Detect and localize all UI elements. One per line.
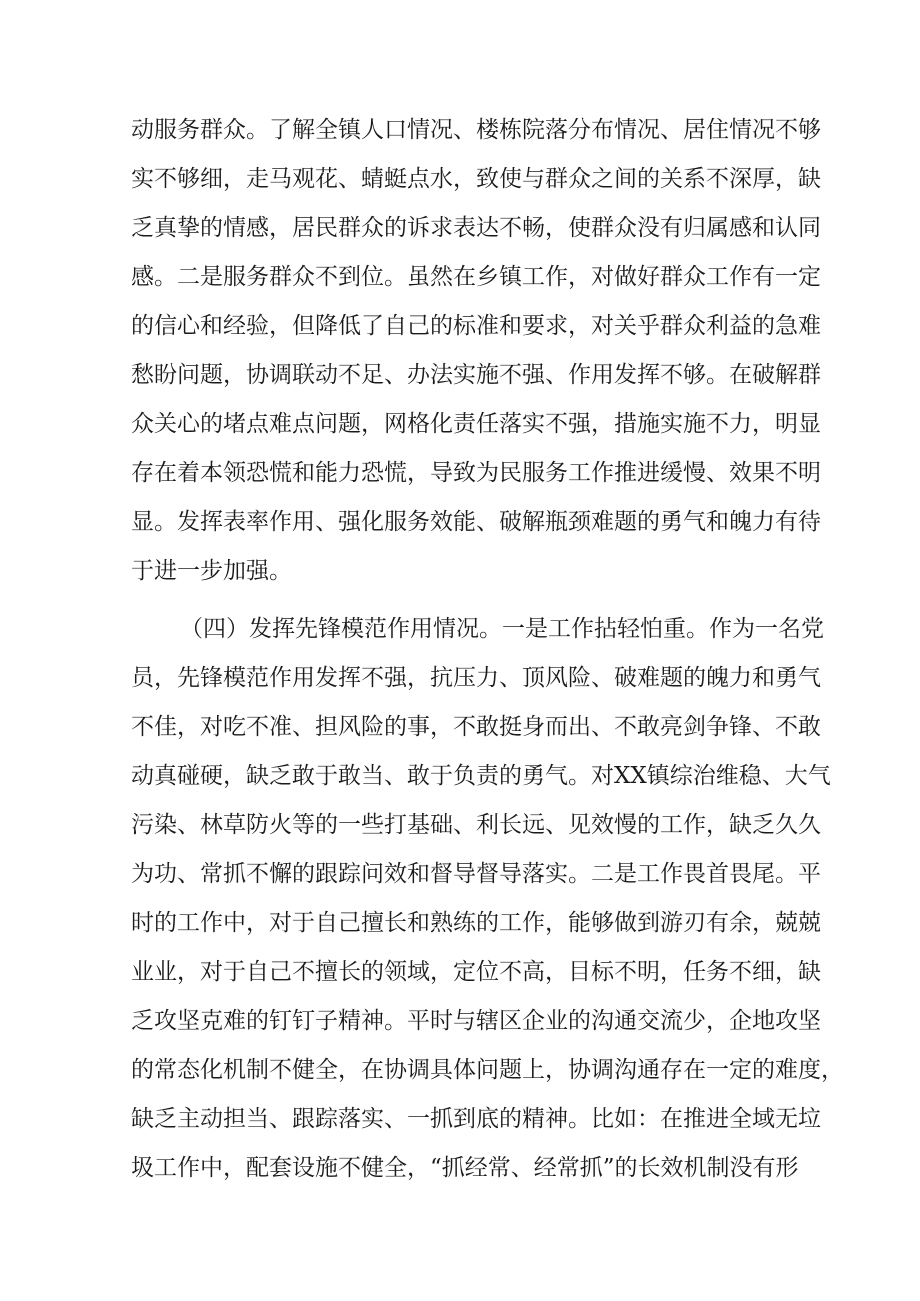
- text-line: 显。发挥表率作用、强化服务效能、破解瓶颈难题的勇气和魄力有待: [131, 509, 821, 535]
- text-line: 感。二是服务群众不到位。虽然在乡镇工作，对做好群众工作有一定: [131, 264, 821, 290]
- text-line: 的信心和经验，但降低了自己的标准和要求，对关乎群众利益的急难: [131, 313, 821, 339]
- text-line: 时的工作中，对于自己擅长和熟练的工作，能够做到游刃有余，兢兢: [131, 910, 821, 936]
- text-line: 的常态化机制不健全，在协调具体问题上，协调沟通存在一定的难度，: [131, 1057, 844, 1083]
- text-line: 实不够细，走马观花、蜻蜓点水，致使与群众之间的关系不深厚，缺: [131, 166, 821, 192]
- text-line: 于进一步加强。: [131, 558, 292, 584]
- text-line: 乏真挚的情感，居民群众的诉求表达不畅，使群众没有归属感和认同: [131, 215, 821, 241]
- text-line: 为功、常抓不懈的跟踪问效和督导督导落实。二是工作畏首畏尾。平: [131, 861, 821, 887]
- text-line: 缺乏主动担当、跟踪落实、一抓到底的精神。比如：在推进全域无垃: [131, 1106, 821, 1132]
- text-line: 污染、林草防火等的一些打基础、利长远、见效慢的工作，缺乏久久: [131, 812, 821, 838]
- text-line: 业业，对于自己不擅长的领域，定位不高，目标不明，任务不细，缺: [131, 959, 821, 985]
- text-line: 动服务群众。了解全镇人口情况、楼栋院落分布情况、居住情况不够: [131, 117, 821, 143]
- text-line: 存在着本领恐慌和能力恐慌，导致为民服务工作推进缓慢、效果不明: [131, 460, 821, 486]
- text-line: 员，先锋模范作用发挥不强，抗压力、顶风险、破难题的魄力和勇气: [131, 665, 821, 691]
- text-line: （四）发挥先锋模范作用情况。一是工作拈轻怕重。作为一名党: [180, 616, 824, 642]
- text-line: 愁盼问题，协调联动不足、办法实施不强、作用发挥不够。在破解群: [131, 362, 821, 388]
- text-line: 圾工作中，配套设施不健全，“抓经常、经常抓”的长效机制没有形: [131, 1155, 799, 1181]
- text-line: 动真碰硬，缺乏敢于敢当、敢于负责的勇气。对XX镇综治维稳、大气: [131, 763, 831, 789]
- text-line: 众关心的堵点难点问题，网格化责任落实不强，措施实施不力，明显: [131, 411, 821, 437]
- text-line: 乏攻坚克难的钉钉子精神。平时与辖区企业的沟通交流少，企地攻坚: [131, 1008, 821, 1034]
- text-line: 不佳，对吃不准、担风险的事，不敢挺身而出、不敢亮剑争锋、不敢: [131, 714, 821, 740]
